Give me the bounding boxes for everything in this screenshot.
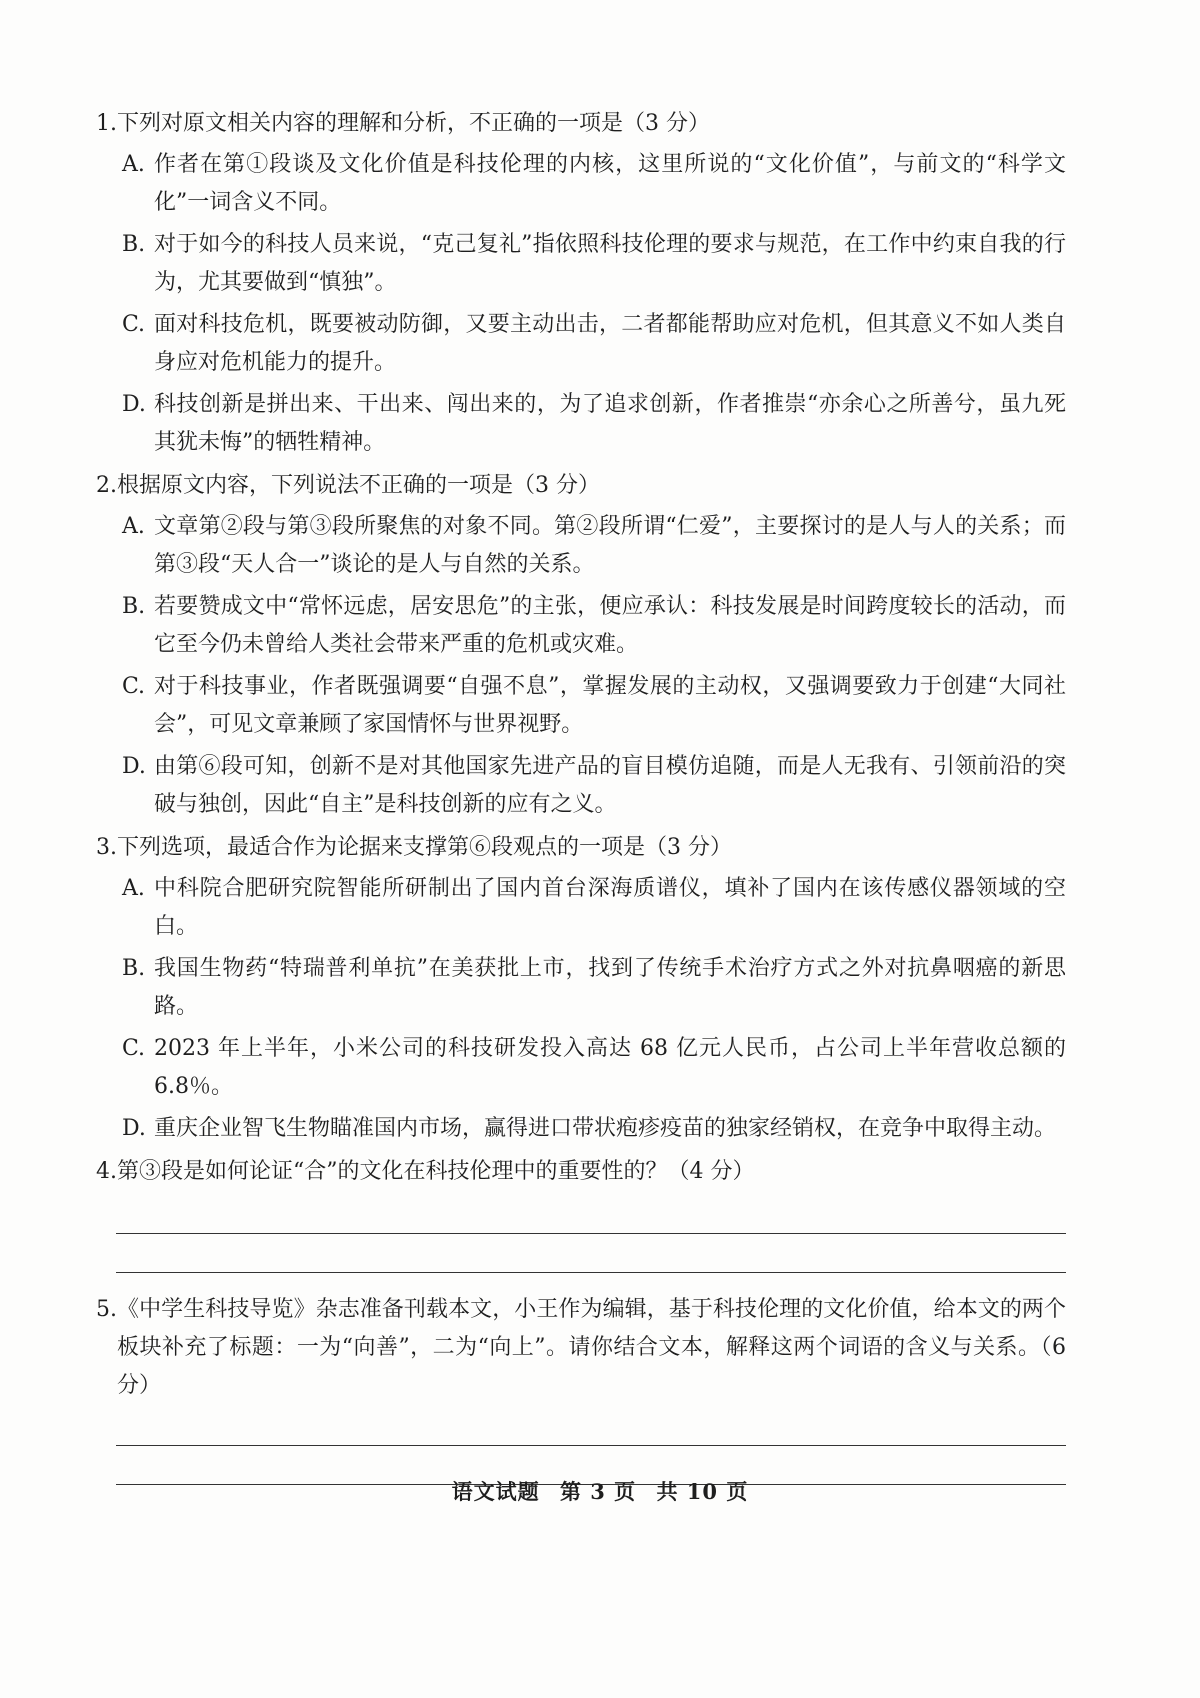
option-text: 面对科技危机，既要被动防御，又要主动出击，二者都能帮助应对危机，但其意义不如人类自身应对危机能力的提升。 bbox=[154, 312, 1066, 375]
option-letter: B. bbox=[122, 594, 146, 619]
footer-total-pages: 共 10 页 bbox=[656, 1479, 749, 1504]
option-text: 对于如今的科技人员来说，“克己复礼”指依照科技伦理的要求与规范，在工作中约束自我的行为，尤其要做到“慎独”。 bbox=[154, 232, 1066, 295]
option-d[interactable] bbox=[122, 748, 1066, 824]
option-list bbox=[96, 146, 1066, 462]
option-d[interactable] bbox=[122, 386, 1066, 462]
question-4 bbox=[96, 1153, 1066, 1273]
option-text: 文章第②段与第③段所聚焦的对象不同。第②段所谓“仁爱”，主要探讨的是人与人的关系；而第③段“天人合一”谈论的是人与自然的关系。 bbox=[154, 514, 1066, 577]
page-footer bbox=[0, 1476, 1200, 1506]
option-b[interactable] bbox=[122, 588, 1066, 664]
option-letter: A. bbox=[122, 876, 145, 901]
option-text: 作者在第①段谈及文化价值是科技伦理的内核，这里所说的“文化价值”，与前文的“科学文化”一词含义不同。 bbox=[154, 152, 1066, 215]
question-stem bbox=[96, 1291, 1066, 1405]
question-text: 《中学生科技导览》杂志准备刊载本文，小王作为编辑，基于科技伦理的文化价值，给本文的两个板块补充了标题：一为“向善”，二为“向上”。请你结合文本，解释这两个词语的含义与关系。（6 分） bbox=[117, 1297, 1066, 1398]
option-text: 由第⑥段可知，创新不是对其他国家先进产品的盲目模仿追随，而是人无我有、引领前沿的突破与独创，因此“自主”是科技创新的应有之义。 bbox=[154, 754, 1066, 817]
question-number: 4. bbox=[96, 1159, 117, 1184]
question-stem bbox=[96, 1153, 1066, 1191]
answer-area[interactable] bbox=[96, 1407, 1066, 1485]
question-text: 下列选项，最适合作为论据来支撑第⑥段观点的一项是（3 分） bbox=[117, 835, 732, 860]
question-number: 1. bbox=[96, 111, 117, 136]
footer-page-number: 第 3 页 bbox=[559, 1479, 637, 1504]
question-number: 2. bbox=[96, 473, 117, 498]
option-letter: B. bbox=[122, 232, 146, 257]
option-text: 我国生物药“特瑞普利单抗”在美获批上市，找到了传统手术治疗方式之外对抗鼻咽癌的新思路。 bbox=[154, 956, 1066, 1019]
question-number: 5. bbox=[96, 1297, 117, 1322]
option-letter: D. bbox=[122, 754, 146, 779]
option-text: 中科院合肥研究院智能所研制出了国内首台深海质谱仪，填补了国内在该传感仪器领域的空白。 bbox=[154, 876, 1066, 939]
answer-area[interactable] bbox=[96, 1195, 1066, 1273]
answer-line[interactable] bbox=[116, 1195, 1066, 1234]
question-stem bbox=[96, 467, 1066, 505]
option-c[interactable] bbox=[122, 1030, 1066, 1106]
question-stem bbox=[96, 105, 1066, 143]
question-5 bbox=[96, 1291, 1066, 1485]
option-letter: C. bbox=[122, 1036, 146, 1061]
question-3 bbox=[96, 829, 1066, 1148]
option-a[interactable] bbox=[122, 146, 1066, 222]
question-list bbox=[96, 105, 1066, 1490]
option-letter: D. bbox=[122, 1116, 146, 1141]
answer-line[interactable] bbox=[116, 1234, 1066, 1273]
option-text: 重庆企业智飞生物瞄准国内市场，赢得进口带状疱疹疫苗的独家经销权，在竞争中取得主动。 bbox=[154, 1116, 1057, 1141]
question-text: 根据原文内容，下列说法不正确的一项是（3 分） bbox=[117, 473, 600, 498]
option-list bbox=[96, 508, 1066, 824]
option-letter: A. bbox=[122, 152, 145, 177]
option-list bbox=[96, 870, 1066, 1148]
option-c[interactable] bbox=[122, 668, 1066, 744]
option-text: 2023 年上半年，小米公司的科技研发投入高达 68 亿元人民币，占公司上半年营收总额的 6.8％。 bbox=[154, 1036, 1066, 1099]
option-letter: C. bbox=[122, 312, 146, 337]
question-2 bbox=[96, 467, 1066, 824]
option-letter: A. bbox=[122, 514, 145, 539]
option-a[interactable] bbox=[122, 870, 1066, 946]
answer-line[interactable] bbox=[116, 1407, 1066, 1446]
question-1 bbox=[96, 105, 1066, 462]
question-text: 下列对原文相关内容的理解和分析，不正确的一项是（3 分） bbox=[117, 111, 710, 136]
option-text: 科技创新是拼出来、干出来、闯出来的，为了追求创新，作者推崇“亦余心之所善兮，虽九死其犹未悔”的牺牲精神。 bbox=[154, 392, 1066, 455]
option-a[interactable] bbox=[122, 508, 1066, 584]
option-text: 对于科技事业，作者既强调要“自强不息”，掌握发展的主动权，又强调要致力于创建“大同社会”，可见文章兼顾了家国情怀与世界视野。 bbox=[154, 674, 1066, 737]
option-letter: B. bbox=[122, 956, 146, 981]
option-c[interactable] bbox=[122, 306, 1066, 382]
option-d[interactable] bbox=[122, 1110, 1066, 1148]
question-stem bbox=[96, 829, 1066, 867]
footer-subject: 语文试题 bbox=[451, 1479, 540, 1504]
option-text: 若要赞成文中“常怀远虑，居安思危”的主张，便应承认：科技发展是时间跨度较长的活动，而它至今仍未曾给人类社会带来严重的危机或灾难。 bbox=[154, 594, 1066, 657]
option-letter: C. bbox=[122, 674, 146, 699]
question-number: 3. bbox=[96, 835, 117, 860]
question-text: 第③段是如何论证“合”的文化在科技伦理中的重要性的？（4 分） bbox=[117, 1159, 755, 1184]
option-letter: D. bbox=[122, 392, 146, 417]
option-b[interactable] bbox=[122, 950, 1066, 1026]
option-b[interactable] bbox=[122, 226, 1066, 302]
